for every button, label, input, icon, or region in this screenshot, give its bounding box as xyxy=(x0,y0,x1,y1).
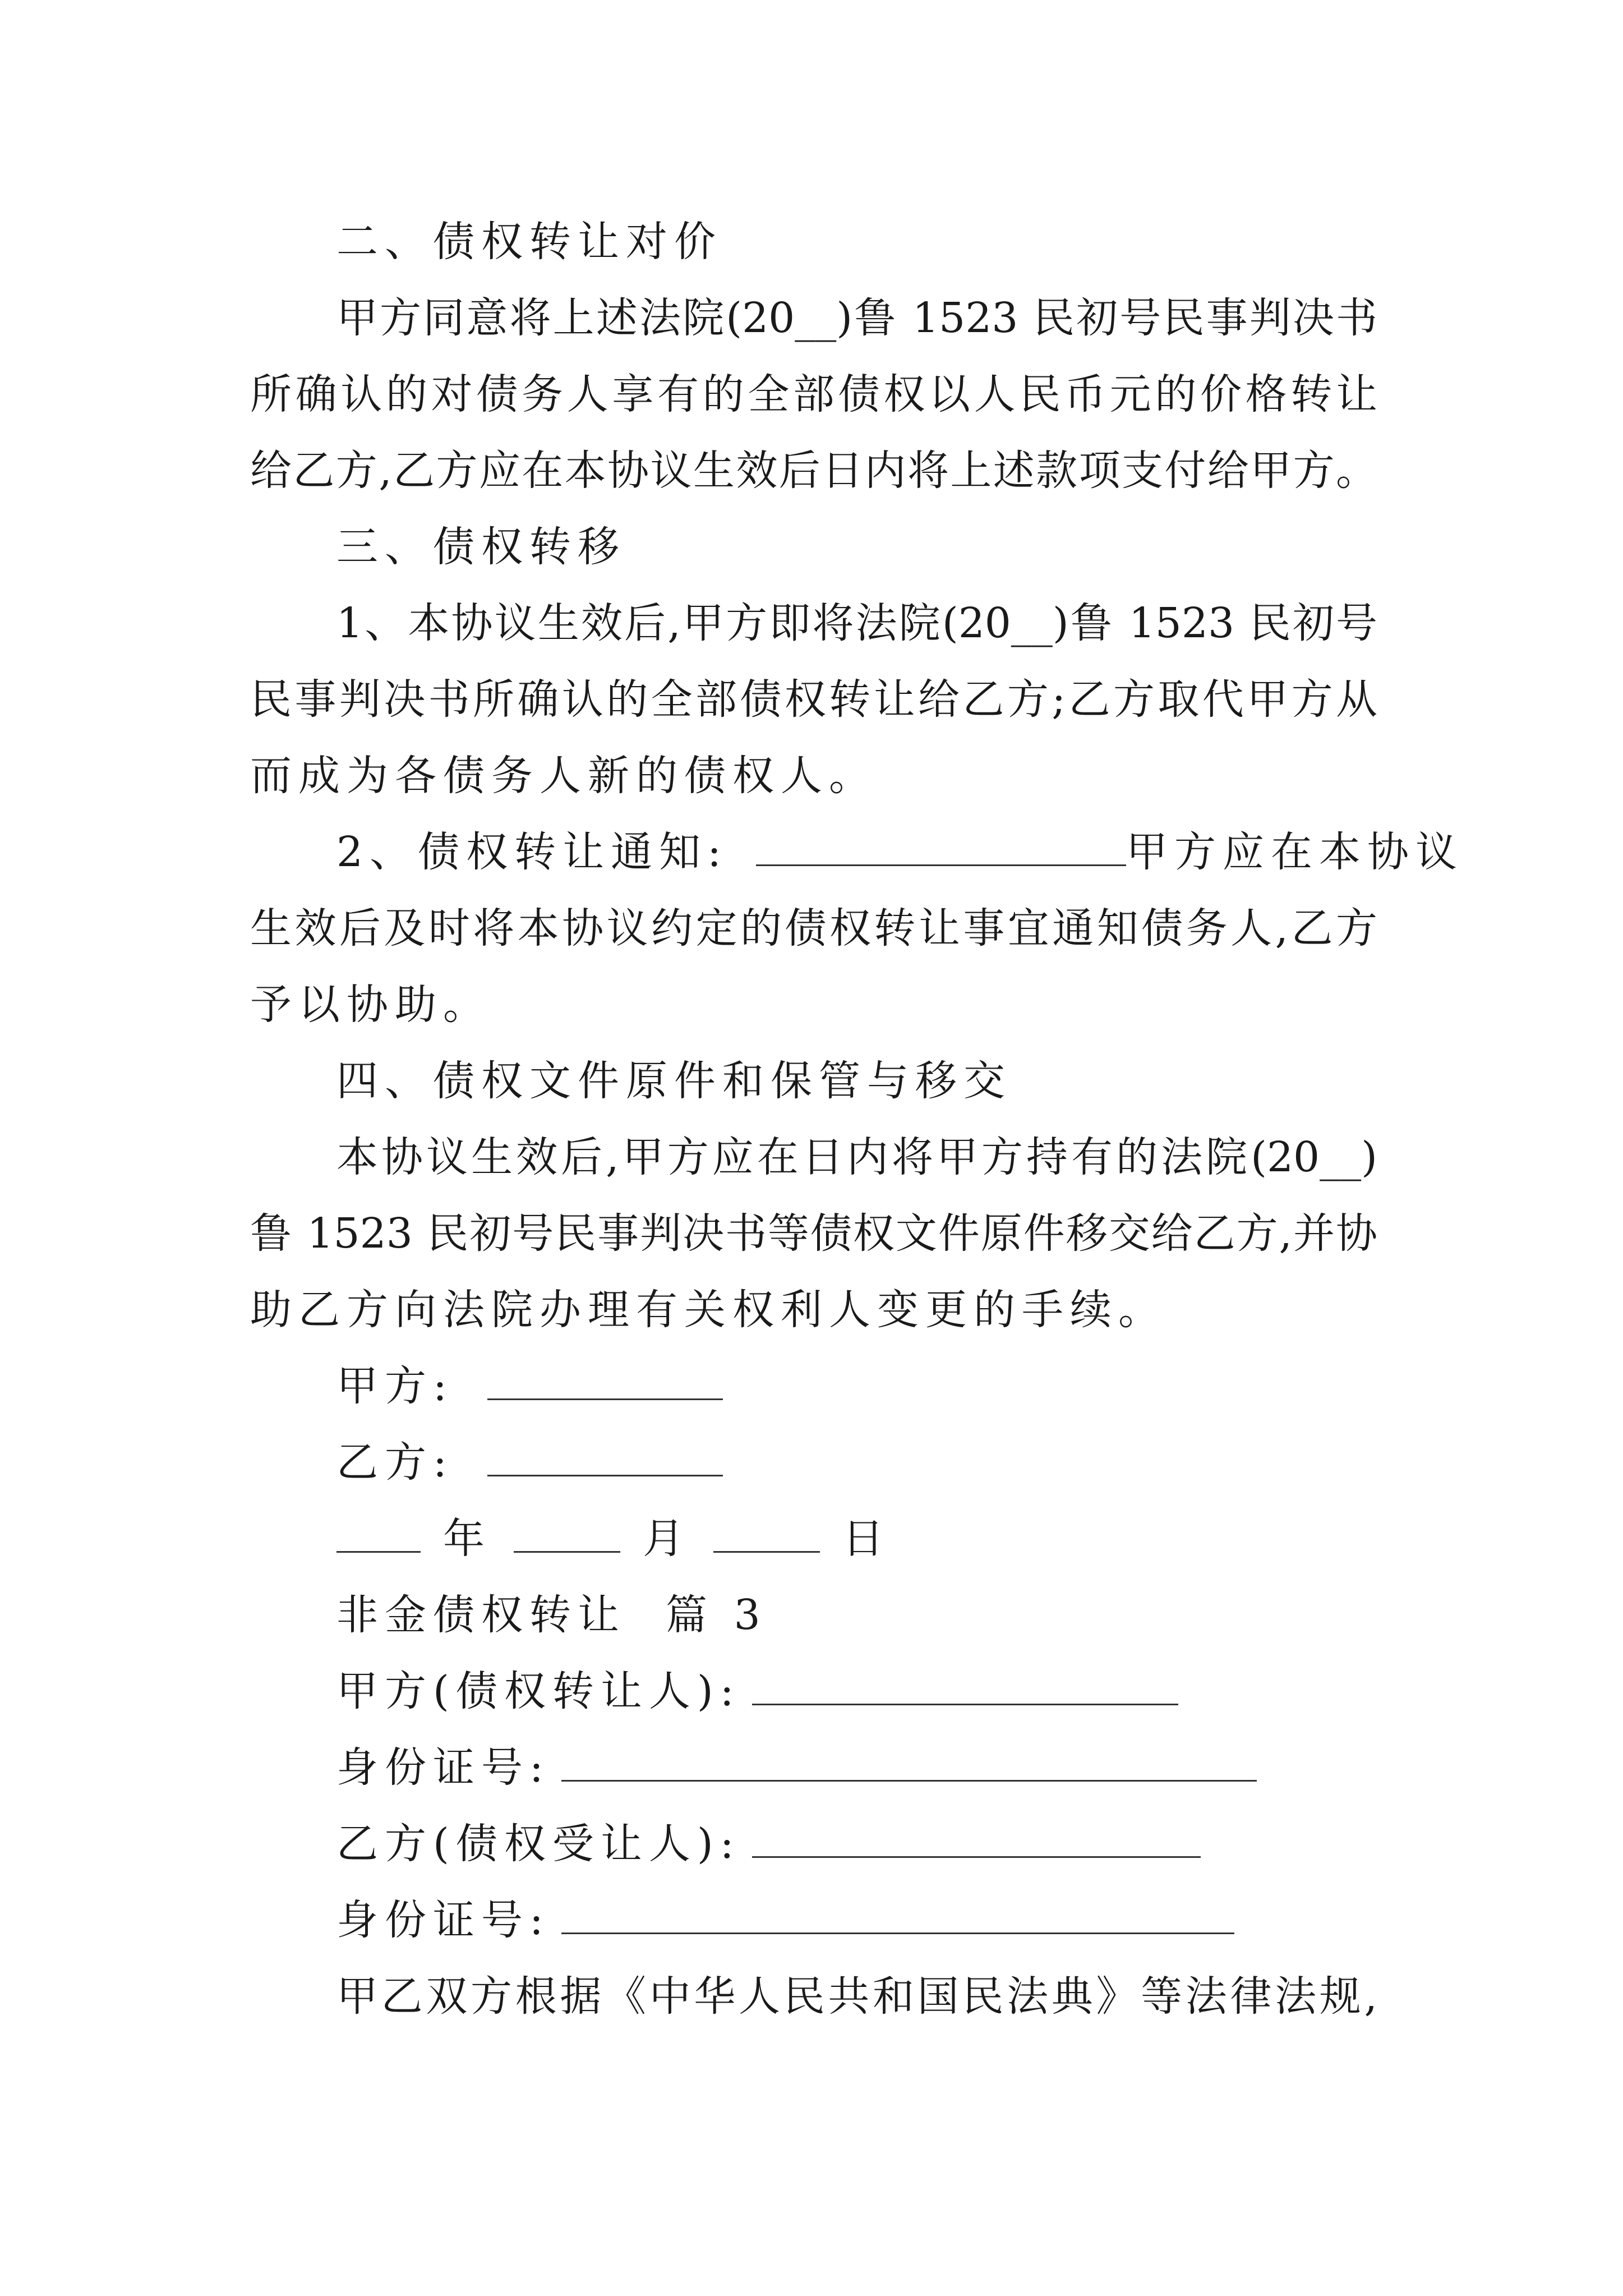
party-b-blank xyxy=(487,1435,723,1476)
year-label: 年 xyxy=(443,1515,491,1563)
transferor-field xyxy=(336,1663,1178,1719)
id-field-b xyxy=(336,1892,1234,1948)
paragraph-line: 本协议生效后,甲方应在日内将甲方持有的法院(20__) xyxy=(336,1133,1377,1181)
notice-blank xyxy=(756,825,1126,866)
transferee-field xyxy=(336,1816,1201,1872)
date-line xyxy=(336,1511,891,1567)
notice-label: 2、债权转让通知: xyxy=(336,828,728,876)
paragraph-line: 1、本协议生效后,甲方即将法院(20__)鲁 1523 民初号 xyxy=(336,599,1377,647)
id-a-blank xyxy=(561,1741,1257,1782)
party-a-blank xyxy=(487,1359,723,1400)
transferor-blank xyxy=(752,1664,1178,1705)
party-b-label: 乙方: xyxy=(336,1438,454,1487)
paragraph-line: 生效后及时将本协议约定的债权转让事宜通知债务人,乙方 xyxy=(250,904,1377,953)
transferor-label: 甲方(债权转让人): xyxy=(336,1667,741,1715)
paragraph-line: 鲁 1523 民初号民事判决书等债权文件原件移交给乙方,并协 xyxy=(250,1209,1377,1258)
paragraph-line: 给乙方,乙方应在本协议生效后日内将上述款项支付给甲方。 xyxy=(250,447,1377,495)
notice-line xyxy=(336,824,1464,880)
section-heading: 三、债权转移 xyxy=(336,523,626,571)
paragraph-line: 甲方同意将上述法院(20__)鲁 1523 民初号民事判决书 xyxy=(336,294,1377,342)
id-field-a xyxy=(336,1740,1257,1796)
transferee-label: 乙方(债权受让人): xyxy=(336,1820,741,1868)
notice-tail: 甲方应在本协议 xyxy=(1126,828,1464,876)
section-heading: 二、债权转让对价 xyxy=(336,218,722,266)
section-heading: 四、债权文件原件和保管与移交 xyxy=(336,1057,1012,1105)
party-a-label: 甲方: xyxy=(336,1362,454,1410)
paragraph-line: 民事判决书所确认的全部债权转让给乙方;乙方取代甲方从 xyxy=(250,675,1377,724)
transferee-blank xyxy=(752,1817,1201,1858)
id-b-blank xyxy=(561,1893,1234,1934)
party-b-sign-line xyxy=(336,1434,723,1490)
month-blank xyxy=(514,1512,620,1553)
day-label: 日 xyxy=(842,1515,891,1563)
paragraph-line: 所确认的对债务人享有的全部债权以人民币元的价格转让 xyxy=(250,370,1377,418)
paragraph-line: 而成为各债务人新的债权人。 xyxy=(250,752,877,800)
party-a-sign-line xyxy=(336,1358,723,1414)
id-b-label: 身份证号: xyxy=(336,1896,550,1944)
day-blank xyxy=(713,1512,820,1553)
agreement-title: 非金债权转让 篇 3 xyxy=(336,1591,767,1639)
id-a-label: 身份证号: xyxy=(336,1743,550,1792)
paragraph-line: 助乙方向法院办理有关权利人变更的手续。 xyxy=(250,1286,1166,1334)
paragraph-line: 甲乙双方根据《中华人民共和国民法典》等法律法规, xyxy=(336,1972,1377,2021)
year-blank xyxy=(336,1512,421,1553)
month-label: 月 xyxy=(643,1515,691,1563)
paragraph-line: 予以协助。 xyxy=(250,981,491,1029)
